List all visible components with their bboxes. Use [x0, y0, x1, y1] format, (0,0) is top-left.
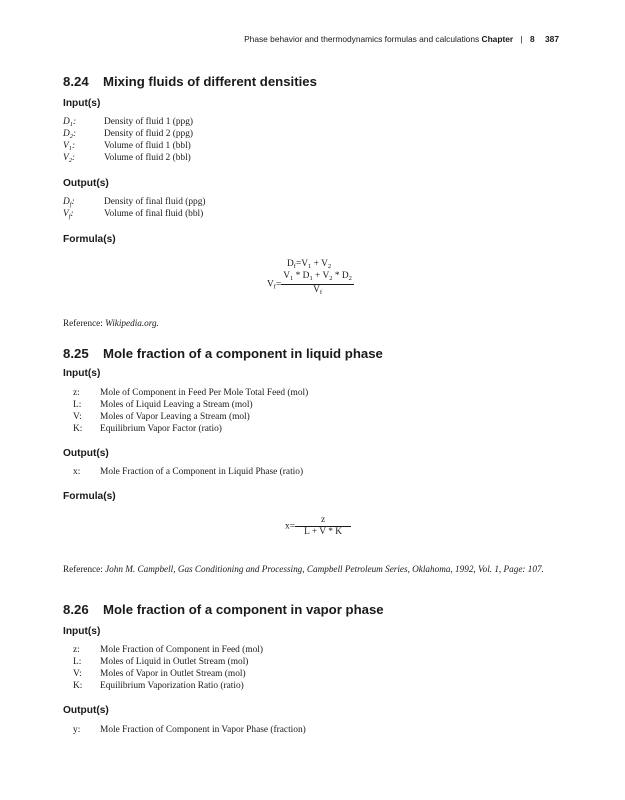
formula-subscript: 1: [308, 263, 312, 270]
formulas-heading: Formula(s): [63, 234, 116, 245]
input-description: Volume of fluid 1 (bbl): [104, 141, 191, 151]
input-row: [63, 645, 263, 656]
input-row: [63, 657, 249, 668]
input-row: [63, 388, 309, 399]
fraction: [281, 271, 354, 298]
symbol: D: [63, 117, 70, 127]
input-row: [63, 400, 253, 411]
symbol: D: [63, 197, 70, 207]
formula-subscript: f: [293, 263, 296, 270]
symbol: V:: [73, 669, 82, 679]
inputs-heading: Input(s): [63, 626, 101, 637]
symbol: y:: [73, 725, 81, 735]
formula-text: V: [313, 285, 320, 295]
input-row: [63, 424, 222, 435]
output-description: Density of final fluid (ppg): [104, 197, 206, 207]
input-row: $D_2$: Density of fluid 2 (ppg): [63, 129, 194, 140]
fraction-denominator: [311, 285, 324, 298]
page-number: 387: [545, 34, 559, 44]
section-8-24-heading: [63, 74, 317, 89]
formula-subscript: 2: [327, 263, 332, 270]
symbol: K:: [73, 681, 83, 691]
formula-subscript: 1: [309, 275, 313, 282]
symbol-subscript: f: [68, 213, 71, 220]
symbol: V: [63, 209, 69, 219]
formula-subscript: f: [273, 283, 276, 291]
input-description: Mole of Component in Feed Per Mole Total Feed (mol): [100, 388, 309, 398]
symbol: V:: [73, 412, 82, 422]
section-title: Mole fraction of a component in vapor phase: [103, 602, 384, 617]
formula-text: D: [287, 259, 294, 269]
symbol-subscript: f: [69, 201, 72, 208]
section-number: 8.24: [63, 74, 89, 89]
formula-text: * D: [293, 271, 310, 281]
input-description: Moles of Vapor Leaving a Stream (mol): [100, 412, 250, 422]
input-row: [63, 412, 250, 423]
formula-volume: [267, 271, 354, 298]
reference: [63, 563, 563, 576]
reference-label: Reference:: [63, 564, 106, 574]
formula-text: + V: [312, 271, 330, 281]
input-row: $V_1$: Volume of fluid 1 (bbl): [63, 141, 191, 152]
formula-subscript: 1: [290, 275, 294, 282]
inputs-heading: Input(s): [63, 98, 101, 109]
output-row: [63, 725, 306, 736]
section-8-26-heading: [63, 602, 384, 617]
section-title: Mixing fluids of different densities: [103, 74, 317, 89]
input-description: Equilibrium Vapor Factor (ratio): [100, 424, 222, 434]
reference-label: Reference:: [63, 318, 106, 328]
input-description: Equilibrium Vaporization Ratio (ratio): [100, 681, 244, 691]
symbol: z:: [73, 388, 80, 398]
chapter-number: 8: [530, 34, 535, 44]
output-description: Volume of final fluid (bbl): [104, 209, 204, 219]
input-description: Mole Fraction of Component in Feed (mol): [100, 645, 263, 655]
input-description: Density of fluid 1 (ppg): [104, 117, 194, 127]
formula-text: * D: [332, 271, 349, 281]
section-8-25-heading: [63, 346, 383, 361]
fraction: [295, 515, 351, 538]
symbol: z:: [73, 645, 80, 655]
fraction-denominator: L + V * K: [304, 527, 343, 537]
fraction-numerator: [281, 271, 354, 285]
running-header: [244, 34, 559, 44]
section-title: Mole fraction of a component in liquid phase: [103, 346, 383, 361]
formula-liquid-fraction: [285, 515, 351, 538]
output-row: $D_f$: Density of final fluid (ppg): [63, 197, 206, 208]
input-row: [63, 681, 244, 692]
output-description: Mole Fraction of a Component in Liquid Phase (ratio): [100, 467, 304, 477]
symbol: L:: [73, 400, 82, 410]
formula-subscript: 2: [348, 275, 352, 282]
fraction-numerator: z: [295, 515, 351, 527]
input-row: [63, 669, 246, 680]
symbol: V: [63, 141, 69, 151]
reference-text: Wikipedia.org.: [105, 318, 159, 328]
formula-text: V: [283, 271, 291, 281]
symbol: D: [63, 129, 70, 139]
running-title: Phase behavior and thermodynamics formulas and calculations: [244, 34, 480, 44]
input-description: Moles of Vapor in Outlet Stream (mol): [100, 669, 246, 679]
formula-text: + V: [311, 259, 328, 269]
formula-text: =: [275, 279, 282, 290]
input-row: $V_2$: Volume of fluid 2 (bbl): [63, 153, 191, 164]
input-description: Density of fluid 2 (ppg): [104, 129, 194, 139]
output-row: [63, 467, 304, 478]
output-row: $V_f$: Volume of final fluid (bbl): [63, 209, 204, 220]
outputs-heading: Output(s): [63, 705, 109, 716]
outputs-heading: Output(s): [63, 448, 109, 459]
outputs-heading: Output(s): [63, 178, 109, 189]
chapter-label: Chapter: [481, 34, 514, 44]
symbol: x:: [73, 467, 81, 477]
symbol-subscript: 2: [68, 157, 72, 164]
symbol-subscript: 2: [69, 133, 74, 140]
input-description: Volume of fluid 2 (bbl): [104, 153, 191, 163]
input-description: Moles of Liquid Leaving a Stream (mol): [100, 400, 253, 410]
input-row: $D_1$: Density of fluid 1 (ppg): [63, 117, 194, 128]
reference-text: John M. Campbell, Gas Conditioning and Processing, Campbell Petroleum Series, Oklahoma, 1992, Vol. 1, Page: 107.: [105, 564, 544, 574]
symbol: K:: [73, 424, 83, 434]
section-number: 8.26: [63, 602, 89, 617]
formula-text: x=: [285, 521, 295, 532]
formula-text: V: [267, 279, 274, 290]
formula-subscript: 2: [329, 275, 333, 282]
formula-density: [287, 259, 331, 270]
input-description: Moles of Liquid in Outlet Stream (mol): [100, 657, 249, 667]
inputs-heading: Input(s): [63, 368, 101, 379]
symbol-subscript: 1: [68, 145, 72, 152]
section-number: 8.25: [63, 346, 89, 361]
formula-subscript: f: [319, 289, 323, 296]
output-description: Mole Fraction of Component in Vapor Phase (fraction): [100, 725, 306, 735]
symbol: V: [63, 153, 69, 163]
reference: [63, 317, 563, 330]
formulas-heading: Formula(s): [63, 491, 116, 502]
symbol: L:: [73, 657, 82, 667]
symbol-subscript: 1: [69, 121, 74, 128]
formula-text: =V: [295, 259, 309, 269]
header-separator: |: [520, 34, 523, 44]
